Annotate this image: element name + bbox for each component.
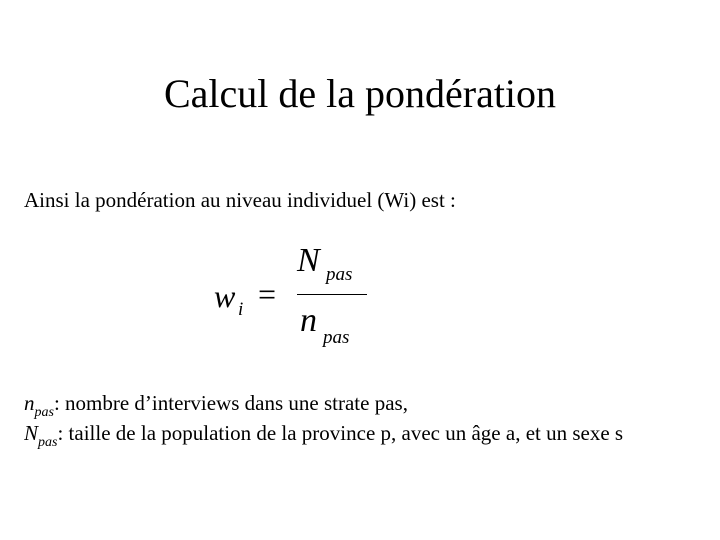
formula-equals-sign: =	[258, 276, 277, 312]
definition-n-pas	[24, 390, 720, 420]
formula-numerator: N	[297, 242, 320, 279]
intro-text: Ainsi la pondération au niveau individuel (Wi) est :	[24, 188, 456, 212]
definition-variable: n	[24, 391, 35, 415]
definition-subscript: pas	[38, 435, 58, 450]
formula-lhs-subscript: i	[238, 299, 244, 320]
definition-text: : taille de la population de la province p, avec un âge a, et un sexe s	[57, 421, 624, 445]
slide-title: Calcul de la pondération	[163, 71, 557, 116]
weight-formula	[210, 240, 385, 355]
definition-N-pas	[24, 420, 720, 450]
formula-lhs: w	[214, 278, 236, 314]
formula-fraction-bar	[297, 294, 367, 295]
variable-definitions	[24, 390, 720, 450]
formula-denominator: n	[300, 302, 317, 339]
definition-text: : nombre d’interviews dans une strate pas,	[53, 391, 408, 415]
formula-denominator-subscript: pas	[323, 327, 350, 348]
formula-numerator-subscript: pas	[326, 264, 353, 285]
definition-subscript: pas	[34, 405, 54, 420]
definition-variable: N	[24, 421, 39, 445]
